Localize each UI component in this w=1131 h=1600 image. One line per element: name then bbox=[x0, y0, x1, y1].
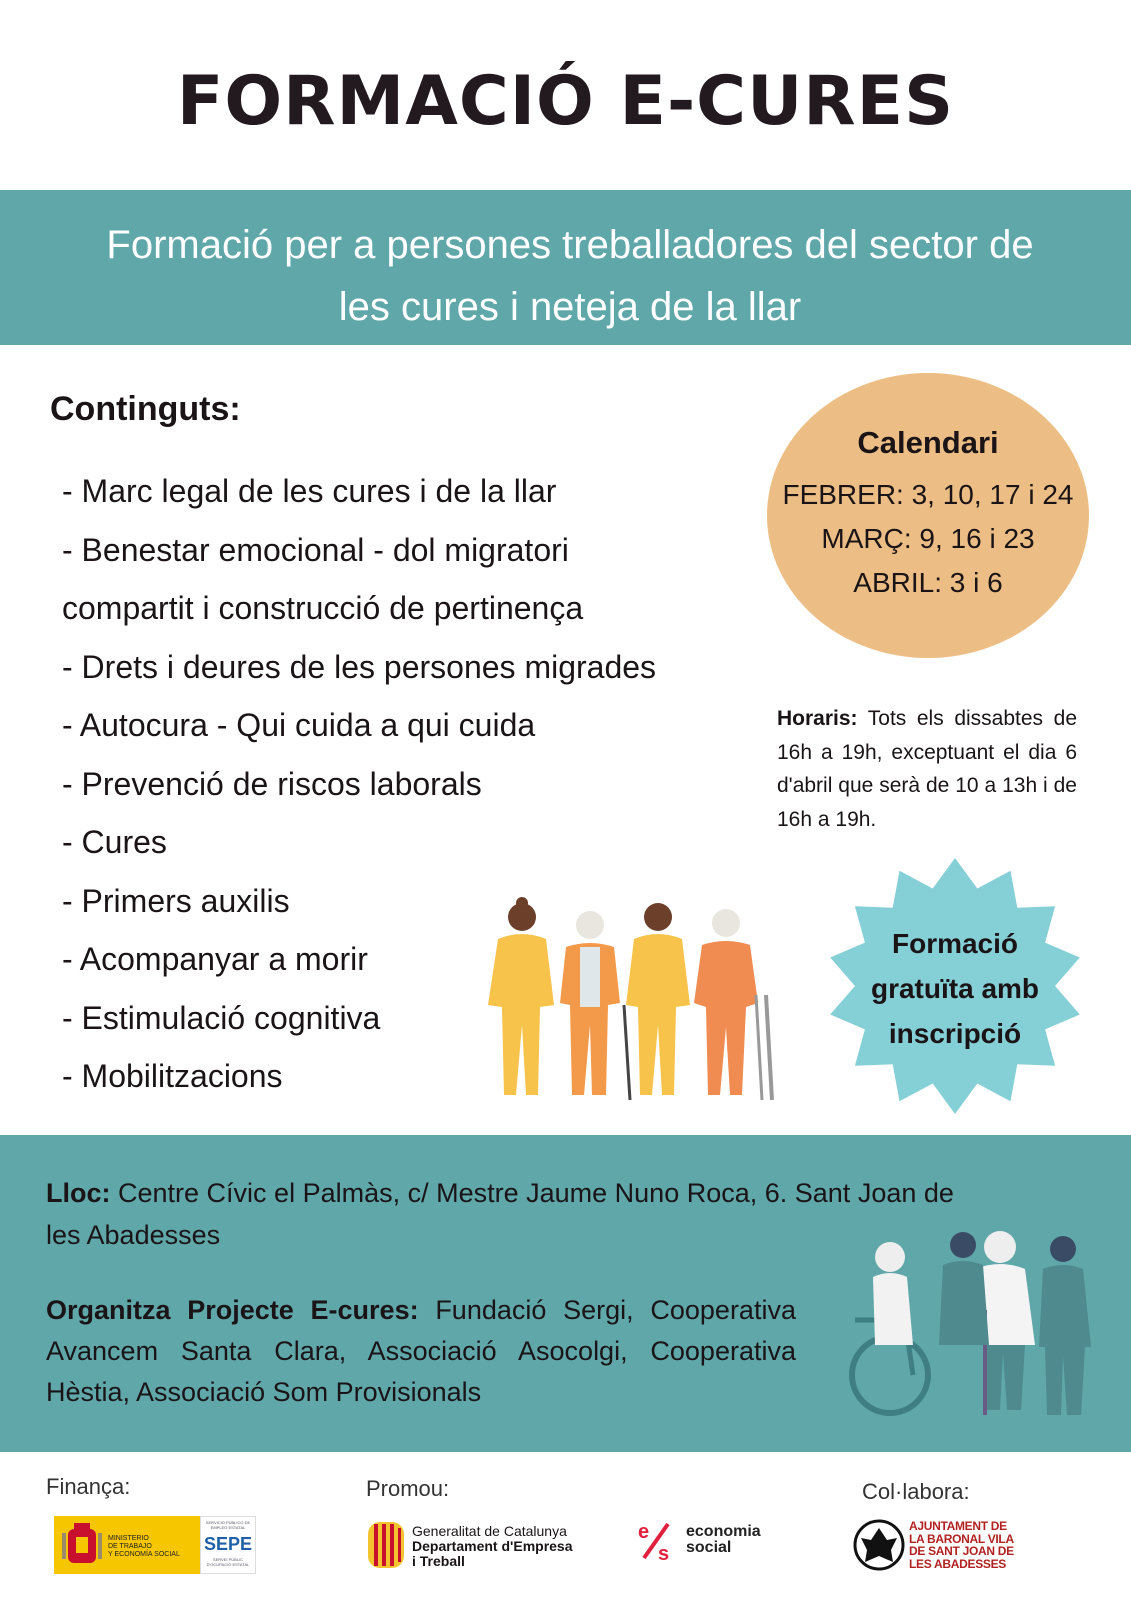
location-label: Lloc: bbox=[46, 1178, 111, 1208]
list-item: - Drets i deures de les persones migrades bbox=[62, 648, 657, 685]
ministerio-line-3: Y ECONOMÍA SOCIAL bbox=[108, 1551, 180, 1558]
list-item: - Primers auxilis bbox=[62, 882, 290, 919]
subtitle-line-2: les cures i neteja de la llar bbox=[338, 285, 802, 329]
sepe-bottom-text: SERVEI PÚBLIC D'OCUPACIÓ ESTATAL bbox=[206, 1557, 250, 1567]
ajuntament-logo bbox=[853, 1517, 1028, 1573]
location bbox=[46, 1172, 966, 1256]
generalitat-logo bbox=[366, 1518, 611, 1572]
free-training-badge bbox=[822, 921, 1088, 1056]
ministerio-logo bbox=[54, 1516, 200, 1574]
list-item: - Estimulació cognitiva bbox=[62, 999, 381, 1036]
gencat-line-2: Departament d'Empresa bbox=[412, 1538, 573, 1554]
list-item: - Autocura - Qui cuida a qui cuida bbox=[62, 707, 536, 743]
list-item: - Marc legal de les cures i de la llar bbox=[62, 473, 557, 509]
es-mark-bottom: s bbox=[658, 1543, 670, 1564]
ajuntament-line-4: LES ABADESSES bbox=[909, 1556, 1007, 1571]
calendar-line-march: MARÇ: 9, 16 i 23 bbox=[821, 523, 1035, 554]
ministerio-line-1: MINISTERIO bbox=[108, 1535, 149, 1542]
promoter-label: Promou: bbox=[366, 1476, 450, 1501]
sepe-name: SEPE bbox=[203, 1534, 253, 1554]
calendar-title: Calendari bbox=[857, 425, 999, 460]
contents-heading: Continguts: bbox=[50, 390, 241, 428]
subtitle-line-1: Formació per a persones treballadores del sector de bbox=[106, 223, 1034, 267]
organizer-text: Fundació Sergi, Cooperativa Avancem Santa Clara, Associació Asocolgi, Cooperativa Hèstia, Associació Som Provisionals bbox=[46, 1295, 796, 1407]
badge-line-2: gratuïta amb bbox=[870, 973, 1040, 1004]
es-line-2: social bbox=[686, 1539, 732, 1556]
list-item: - Mobilitzacions bbox=[62, 1058, 283, 1094]
funding-label: Finança: bbox=[46, 1474, 131, 1499]
list-item: compartit i construcció de pertinença bbox=[62, 590, 584, 626]
collaborator-label: Col·labora: bbox=[862, 1479, 970, 1504]
ministerio-line-2: DE TRABAJO bbox=[108, 1543, 152, 1550]
badge-line-1: Formació bbox=[891, 928, 1019, 959]
spain-coat-of-arms-icon bbox=[60, 1519, 104, 1571]
ajuntament-line-2: LA BARONAL VILA bbox=[909, 1531, 1014, 1546]
es-mark-top: e bbox=[638, 1521, 650, 1543]
organizer bbox=[46, 1290, 796, 1413]
badge-line-3: inscripció bbox=[888, 1018, 1022, 1049]
es-mark-icon bbox=[636, 1520, 676, 1564]
location-text: Centre Cívic el Palmàs, c/ Mestre Jaume Nuno Roca, 6. Sant Joan de les Abadesses bbox=[46, 1178, 954, 1250]
page-title: FORMACIÓ E-CURES bbox=[176, 62, 955, 141]
list-item: - Acompanyar a morir bbox=[62, 941, 368, 977]
ajuntament-line-1: AJUNTAMENT DE bbox=[909, 1519, 1007, 1533]
calendar-line-february: FEBRER: 3, 10, 17 i 24 bbox=[782, 479, 1074, 510]
schedule bbox=[777, 702, 1077, 836]
senyera-icon bbox=[366, 1520, 406, 1570]
subtitle bbox=[30, 214, 1110, 338]
list-item: - Benestar emocional - dol migratori bbox=[62, 531, 569, 568]
organizer-label: Organitza Projecte E-cures: bbox=[46, 1295, 419, 1325]
sepe-top-text: SERVICIO PÚBLICO DE EMPLEO ESTATAL bbox=[205, 1520, 251, 1530]
list-item: - Cures bbox=[62, 824, 167, 860]
es-line-1: economia bbox=[686, 1523, 761, 1540]
schedule-label: Horaris: bbox=[777, 707, 858, 730]
ajuntament-seal-icon bbox=[853, 1518, 905, 1572]
ajuntament-line-3: DE SANT JOAN DE bbox=[909, 1544, 1014, 1558]
wheelchair-care-illustration bbox=[835, 1225, 1100, 1425]
economia-social-logo bbox=[636, 1518, 771, 1568]
sepe-logo bbox=[200, 1516, 256, 1574]
gencat-line-1: Generalitat de Catalunya bbox=[412, 1523, 567, 1539]
schedule-text: Tots els dissabtes de 16h a 19h, exceptuant el dia 6 d'abril que serà de 10 a 13h i de 16h a 19h. bbox=[777, 707, 1077, 831]
gencat-line-3: i Treball bbox=[412, 1553, 465, 1569]
list-item: - Prevenció de riscos laborals bbox=[62, 765, 482, 802]
calendar-line-april: ABRIL: 3 i 6 bbox=[853, 567, 1003, 598]
calendar-circle bbox=[767, 373, 1089, 658]
caregivers-illustration bbox=[480, 895, 800, 1130]
